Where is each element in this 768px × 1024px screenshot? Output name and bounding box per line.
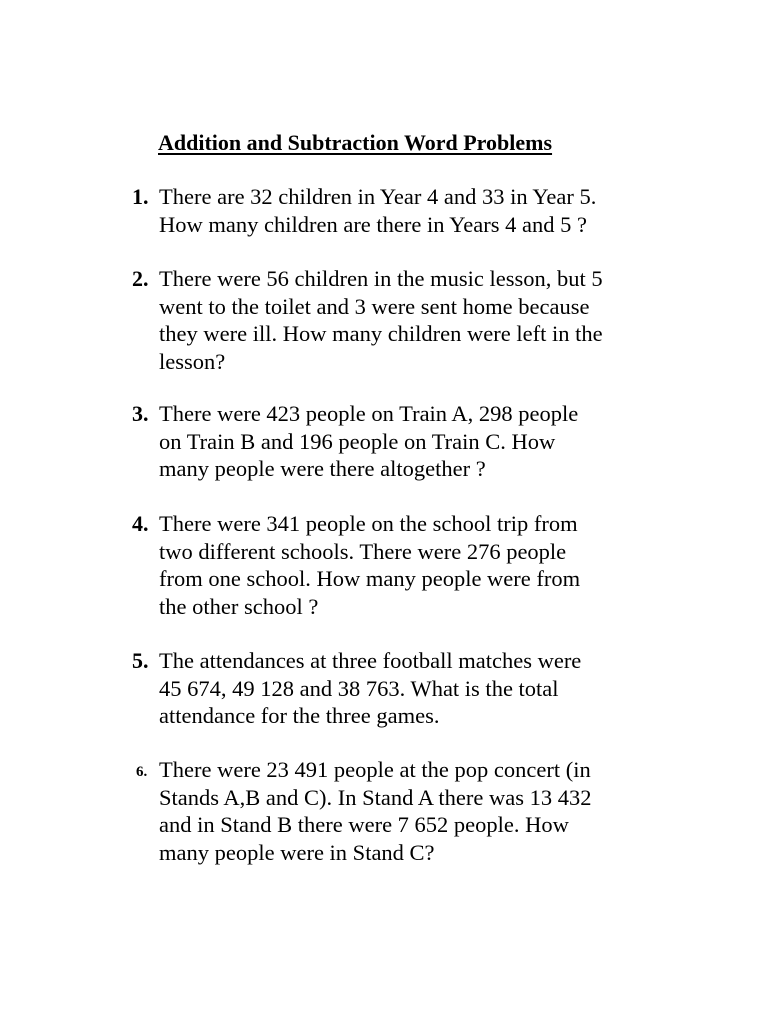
problem-number: 2. xyxy=(132,266,149,291)
problem-number: 3. xyxy=(132,401,149,426)
problem-text: There were 23 491 people at the pop concert (in Stands A,B and C). In Stand A there was 13 432 and in Stand B there were 7 652 people. How many people were in Stand C? xyxy=(159,757,592,865)
problem-text: The attendances at three football matches were 45 674, 49 128 and 38 763. What is the total attendance for the three games. xyxy=(159,648,582,728)
problem-number: 4. xyxy=(132,511,149,536)
problem-5 xyxy=(132,647,672,730)
problem-text: There were 423 people on Train A, 298 people on Train B and 196 people on Train C. How many people were there altogether ? xyxy=(159,401,579,481)
problem-4 xyxy=(132,510,672,620)
problem-3 xyxy=(132,400,672,483)
problem-text: There were 56 children in the music lesson, but 5 went to the toilet and 3 were sent home because they were ill. How many children were left in the lesson? xyxy=(159,266,603,374)
problem-6 xyxy=(132,756,672,866)
problem-number: 6. xyxy=(136,764,148,780)
problem-2 xyxy=(132,265,672,375)
problem-number: 5. xyxy=(132,648,149,673)
problem-number: 1. xyxy=(132,184,149,209)
page-title: Addition and Subtraction Word Problems xyxy=(158,130,553,155)
problem-1 xyxy=(132,183,672,238)
problem-text: There were 341 people on the school trip from two different schools. There were 276 people from one school. How many people were from the other school ? xyxy=(159,511,581,619)
problem-text: There are 32 children in Year 4 and 33 in Year 5. How many children are there in Years 4 and 5 ? xyxy=(159,184,597,237)
